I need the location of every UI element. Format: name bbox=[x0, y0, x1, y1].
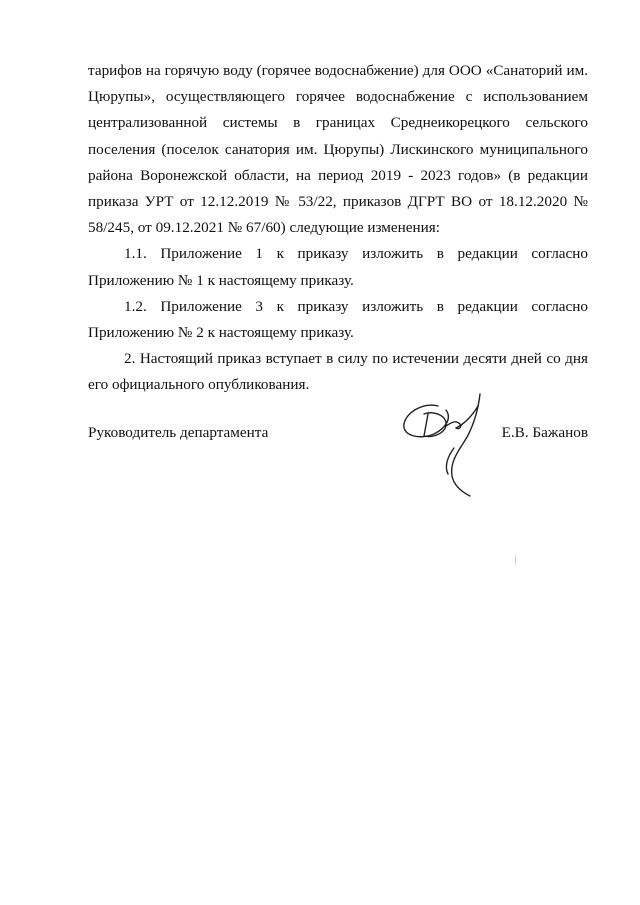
signatory-position: Руководитель департамента bbox=[88, 424, 269, 441]
text-line: Цюрупы», осуществляющего горячее водоснабжение с использованием bbox=[88, 88, 588, 106]
signatory-name: Е.В. Бажанов bbox=[501, 424, 588, 441]
handwritten-signature bbox=[394, 392, 498, 498]
signature-row bbox=[88, 424, 588, 454]
text-line: приказа УРТ от 12.12.2019 № 53/22, приказов ДГРТ ВО от 18.12.2020 № bbox=[88, 192, 588, 210]
item-1-2-line: 1.2. Приложение 3 к приказу изложить в редакции согласно bbox=[124, 297, 588, 315]
text-line: централизованной системы в границах Среднеикорецкого сельского bbox=[88, 114, 588, 132]
item-1-2-line: Приложению № 2 к настоящему приказу. bbox=[88, 323, 354, 341]
text-line: тарифов на горячую воду (горячее водоснабжение) для ООО «Санаторий им. bbox=[88, 62, 588, 79]
document-body bbox=[88, 58, 588, 398]
text-line: района Воронежской области, на период 2019 - 2023 годов» (в редакции bbox=[88, 166, 588, 184]
scan-artifact bbox=[515, 555, 516, 565]
text-line: 58/245, от 09.12.2021 № 67/60) следующие изменения: bbox=[88, 219, 440, 237]
item-1-1-line: 1.1. Приложение 1 к приказу изложить в редакции согласно bbox=[124, 245, 588, 263]
item-2-line: его официального опубликования. bbox=[88, 376, 310, 394]
text-line: поселения (поселок санатория им. Цюрупы) Лискинского муниципального bbox=[88, 140, 588, 158]
item-2-line: 2. Настоящий приказ вступает в силу по истечении десяти дней со дня bbox=[124, 350, 588, 368]
item-1-1-line: Приложению № 1 к настоящему приказу. bbox=[88, 271, 354, 289]
